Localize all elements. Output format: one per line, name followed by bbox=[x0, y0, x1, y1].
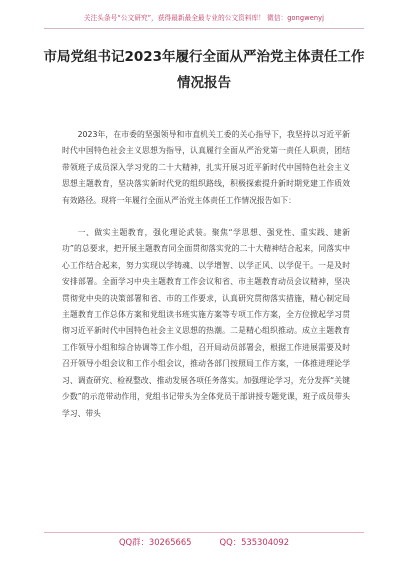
document-body bbox=[62, 127, 350, 422]
header-banner bbox=[44, 10, 364, 29]
paragraph-section-one: 一、做实主题教育，强化理论武装。聚焦“学思想、强党性、重实践、建新功”的总要求，把开展主题教育同全面贯彻落实党的二十大精神结合起来，同落实中心工作结合起来，努力实现以学铸魂、以学增智、以学正风、以学促干。一是及时安排部署。全面学习中央主题教育工作会议和省、市主题教育动员会议精神，坚决贯彻党中央的决策部署和省、市的工作要求，认真研究贯彻落实措施，精心制定局主题教育工作总体方案和党组读书班实施方案等专项工作方案，全方位掀起学习贯彻习近平新时代中国特色社会主义思想的热潮。二是精心组织推动。成立主题教育工作领导小组和综合协调等工作小组，召开局动员部署会，根据工作进展需要及时召开领导小组会议和工作小组会议，推动各部门按照局工作方案，一体推进理论学习、调查研究、检视整改、推动发展各项任务落实。加强理论学习，充分发挥“关键少数”的示范带动作用，党组书记带头为全体党员干部讲授专题党课，班子成员带头学习、带头 bbox=[62, 228, 350, 418]
qq-group-label: QQ群：30265665 bbox=[118, 537, 192, 547]
document-title: 市局党组书记2023年履行全面从严治党主体责任工作情况报告 bbox=[43, 49, 365, 91]
footer-contact bbox=[44, 532, 364, 553]
header-banner-text: 关注头条号“公文研究”，获得最新最全最专业的公文资料库！ 微信：gongwenyj bbox=[83, 14, 325, 22]
paragraph-intro: 2023年，在市委的坚强领导和市直机关工委的关心指导下，我坚持以习近平新时代中国特色社会主义思想为指导，认真履行全面从严治党第一责任人职责，团结带领班子成员深入学习党的二十大精神，扎实开展习近平新时代中国特色社会主义思想主题教育，坚决落实新时代党的组织路线，积极探索提升新时期党建工作质效有效路径。现将一年履行全面从严治党主体责任工作情况报告如下： bbox=[62, 130, 350, 205]
qq-number-label: QQ：535304092 bbox=[219, 537, 290, 547]
